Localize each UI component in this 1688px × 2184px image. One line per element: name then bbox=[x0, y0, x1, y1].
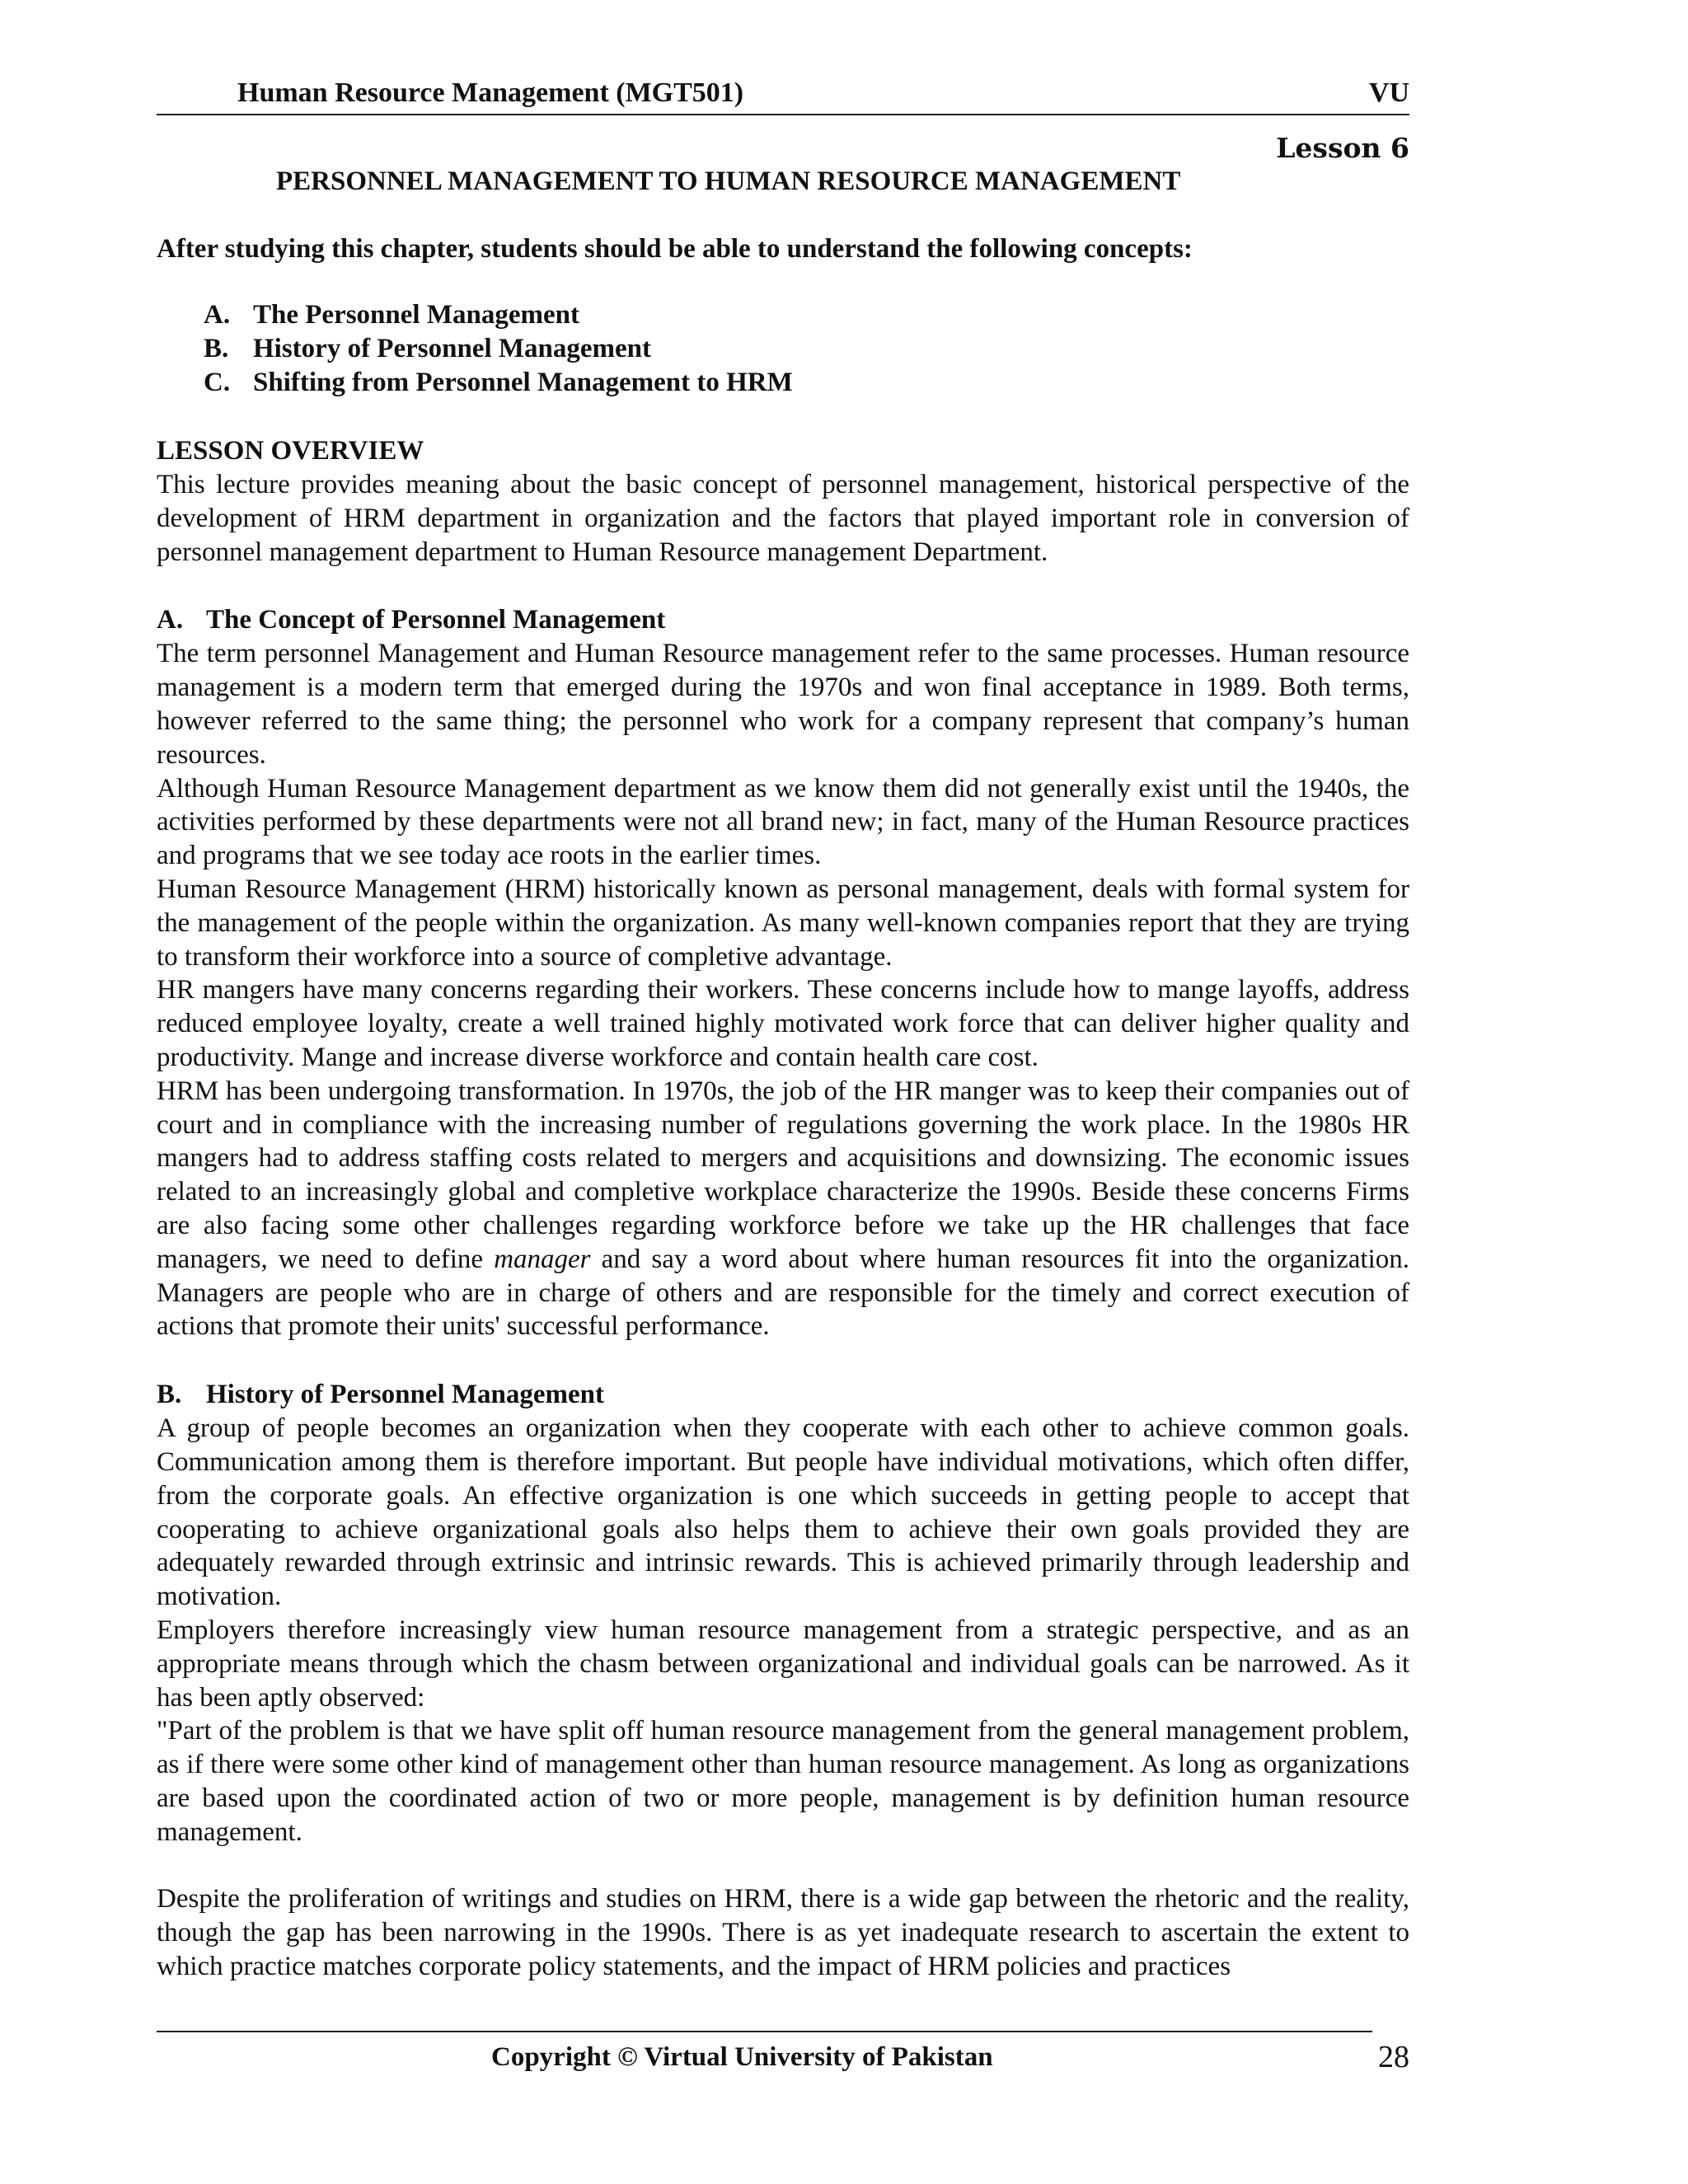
paragraph: The term personnel Management and Human Resource management refer to the same processes. Human resource management is a modern term that emerged during the 1970s and won final acceptance in 1989. Both terms, however referred to the same thing; the personnel who work for a company represent that company’s human resources. bbox=[157, 639, 1409, 770]
objectives-list bbox=[157, 298, 1409, 400]
document-page bbox=[157, 76, 1409, 1984]
paragraph: Human Resource Management (HRM) historically known as personal management, deals with formal system for the management of the people within the organization. As many well-known companies report that they are trying to transform their workforce into a source of completive advantage. bbox=[157, 874, 1409, 972]
list-item bbox=[204, 366, 1409, 400]
paragraph: HR mangers have many concerns regarding their workers. These concerns include how to mange layoffs, address reduced employee loyalty, create a well trained highly motivated work force that can deliver higher quality and productivity. Mange and increase diverse workforce and contain health care cost. bbox=[157, 975, 1409, 1072]
list-marker: A. bbox=[204, 300, 231, 330]
lesson-number: Lesson 6 bbox=[1276, 132, 1409, 164]
quote-paragraph: "Part of the problem is that we have split off human resource management from the general management problem, as if there were some other kind of management other than human resource management. As long as organizations are based upon the coordinated action of two or more people, management is by definition human resource management. bbox=[157, 1716, 1409, 1847]
course-title: Human Resource Management (MGT501) bbox=[237, 77, 744, 108]
list-item-text: History of Personnel Management bbox=[253, 334, 651, 363]
paragraph: Despite the proliferation of writings and studies on HRM, there is a wide gap between the rhetoric and the reality, though the gap has been narrowing in the 1990s. There is as yet inadequate research to ascertain the extent to which practice matches corporate policy statements, and the impact of HRM policies and practices bbox=[157, 1884, 1409, 1981]
paragraph-text: and say a word about where human resources fit into the organization. Managers are people who are in charge of others and are responsible for the timely and correct execution of actions that promote their units' successful performance. bbox=[157, 1244, 1409, 1342]
overview-heading: LESSON OVERVIEW bbox=[157, 436, 424, 466]
list-item-text: The Personnel Management bbox=[253, 300, 579, 330]
emphasized-term: manager bbox=[494, 1244, 591, 1274]
list-item-text: Shifting from Personnel Management to HRM bbox=[253, 368, 793, 397]
page-header bbox=[157, 76, 1409, 115]
list-marker: B. bbox=[204, 334, 229, 363]
paragraph: A group of people becomes an organization when they cooperate with each other to achieve common goals. Communication among them is therefore important. But people have individual motivations, which often differ, from the corporate goals. An effective organization is one which succeeds in getting people to accept that cooperating to achieve organizational goals also helps them to achieve their own goals provided they are adequately rewarded through extrinsic and intrinsic rewards. This is achieved primarily through leadership and motivation. bbox=[157, 1413, 1409, 1612]
paragraph: Although Human Resource Management department as we know them did not generally exist until the 1940s, the activities performed by these departments were not all brand new; in fact, many of the Human Resource practices and programs that we see today ace roots in the earlier times. bbox=[157, 773, 1409, 871]
list-item bbox=[204, 332, 1409, 366]
page-number: 28 bbox=[1378, 2040, 1409, 2074]
section-title: History of Personnel Management bbox=[206, 1380, 604, 1410]
section-a-heading bbox=[157, 603, 1409, 637]
page-footer bbox=[157, 2031, 1409, 2074]
paragraph-text: HRM has been undergoing transformation. In 1970s, the job of the HR manger was to keep their companies out of court and in compliance with the increasing number of regulations governing the work place. In the 1980s HR mangers had to address staffing costs related to mergers and acquisitions and downsizing. The economic issues related to an increasingly global and completive workplace characterize the 1990s. Beside these concerns Firms are also facing some other challenges regarding workforce before we take up the HR challenges that face managers, we need to define bbox=[157, 1076, 1409, 1274]
section-title: The Concept of Personnel Management bbox=[206, 605, 666, 635]
objectives-intro: After studying this chapter, students should be able to understand the following concepts: bbox=[157, 234, 1193, 264]
overview-paragraph: This lecture provides meaning about the basic concept of personnel management, historical perspective of the development of HRM department in organization and the factors that played important role in conversion of personnel management department to Human Resource management Department. bbox=[157, 470, 1409, 567]
section-marker: A. bbox=[157, 605, 184, 635]
institution-label: VU bbox=[1368, 77, 1409, 108]
copyright-notice: Copyright © Virtual University of Pakistan bbox=[491, 2042, 993, 2072]
list-item bbox=[204, 298, 1409, 332]
section-b-heading bbox=[157, 1378, 1409, 1412]
paragraph: Employers therefore increasingly view human resource management from a strategic perspective, and as an appropriate means through which the chasm between organizational and individual goals can be narrowed. As it has been aptly observed: bbox=[157, 1615, 1409, 1713]
paragraph bbox=[157, 1075, 1409, 1343]
lesson-title: PERSONNEL MANAGEMENT TO HUMAN RESOURCE MANAGEMENT bbox=[276, 166, 1181, 196]
section-marker: B. bbox=[157, 1380, 182, 1410]
list-marker: C. bbox=[204, 368, 231, 397]
footer-divider bbox=[157, 2031, 1372, 2032]
